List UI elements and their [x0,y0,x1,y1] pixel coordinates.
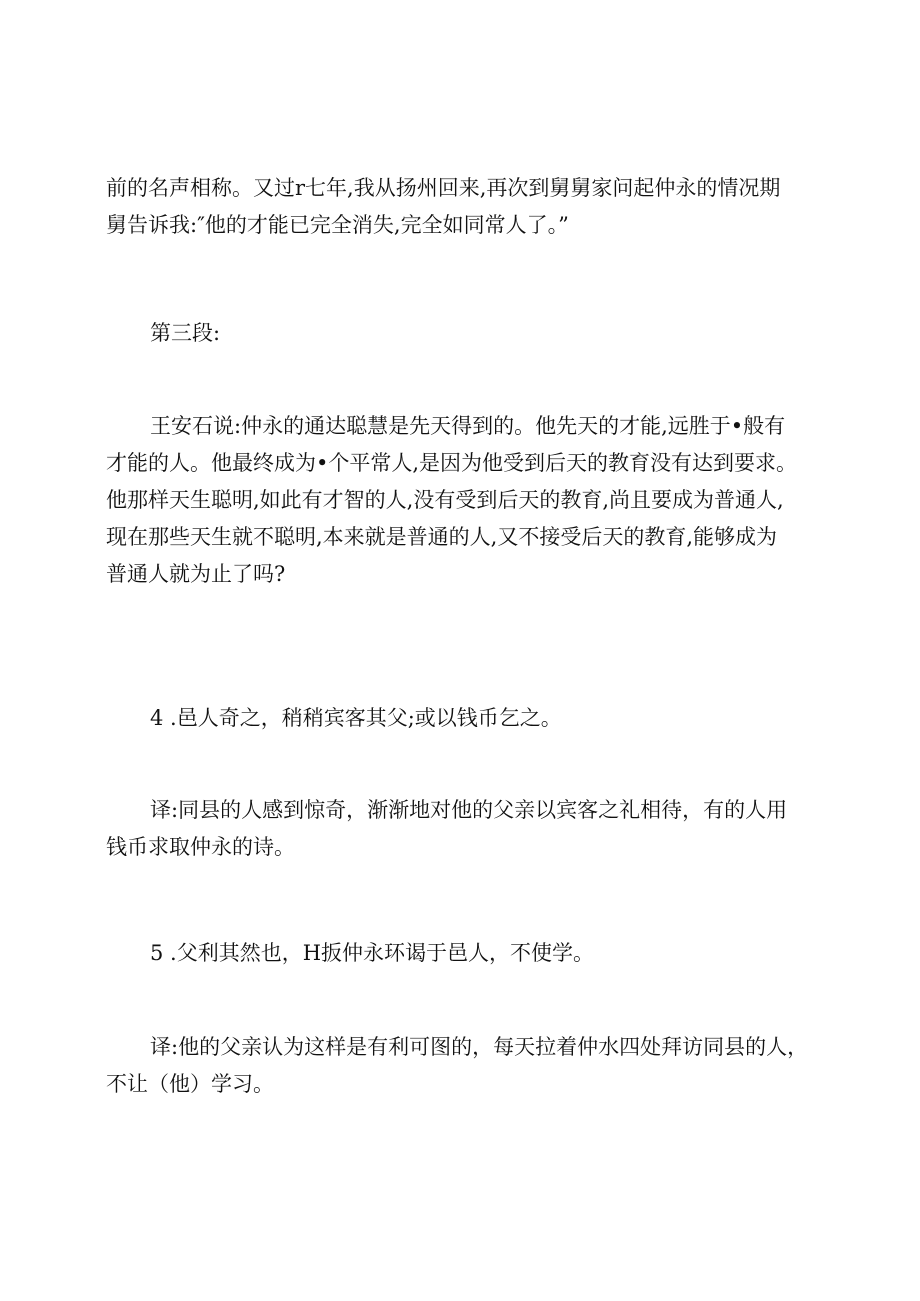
item-4-original: 4 .邑人奇之，稍稍宾客其父;或以钱币乞之。 [150,706,562,730]
item-4-translation: 译:同县的人感到惊奇，渐渐地对他的父亲以宾客之礼相待，有的人用 钱币求取仲永的诗。 [106,798,788,859]
item-5-original: 5 .父利其然也，H扳仲永环谒于邑人，不使学。 [150,941,595,965]
paragraph-commentary: 王安石说:仲永的通达聪慧是先天得到的。他先天的才能,远胜于•般有 才能的人。他最终成为•个平常人,是因为他受到后天的教育没有达到要求。 他那样天生聪明,如此有才智的人,没有受到后天的教育,尚且要成为普通人, 现在那些天生就不聪明,本来就是普通的人,又不接受后天的教育,能够成为 普通人就为止了吗? [106,414,798,586]
item-5-translation: 译:他的父亲认为这样是有利可图的，每天拉着仲水四处拜访同县的人， 不让（他）学习。 [106,1035,809,1096]
section-heading-third: 第三段: [150,321,221,345]
paragraph-continuation: 前的名声相称。又过r七年,我从扬州回来,再次到舅舅家问起仲永的情况期 舅告诉我:″他的才能已完全消失,完全如同常人了。” [106,176,781,237]
